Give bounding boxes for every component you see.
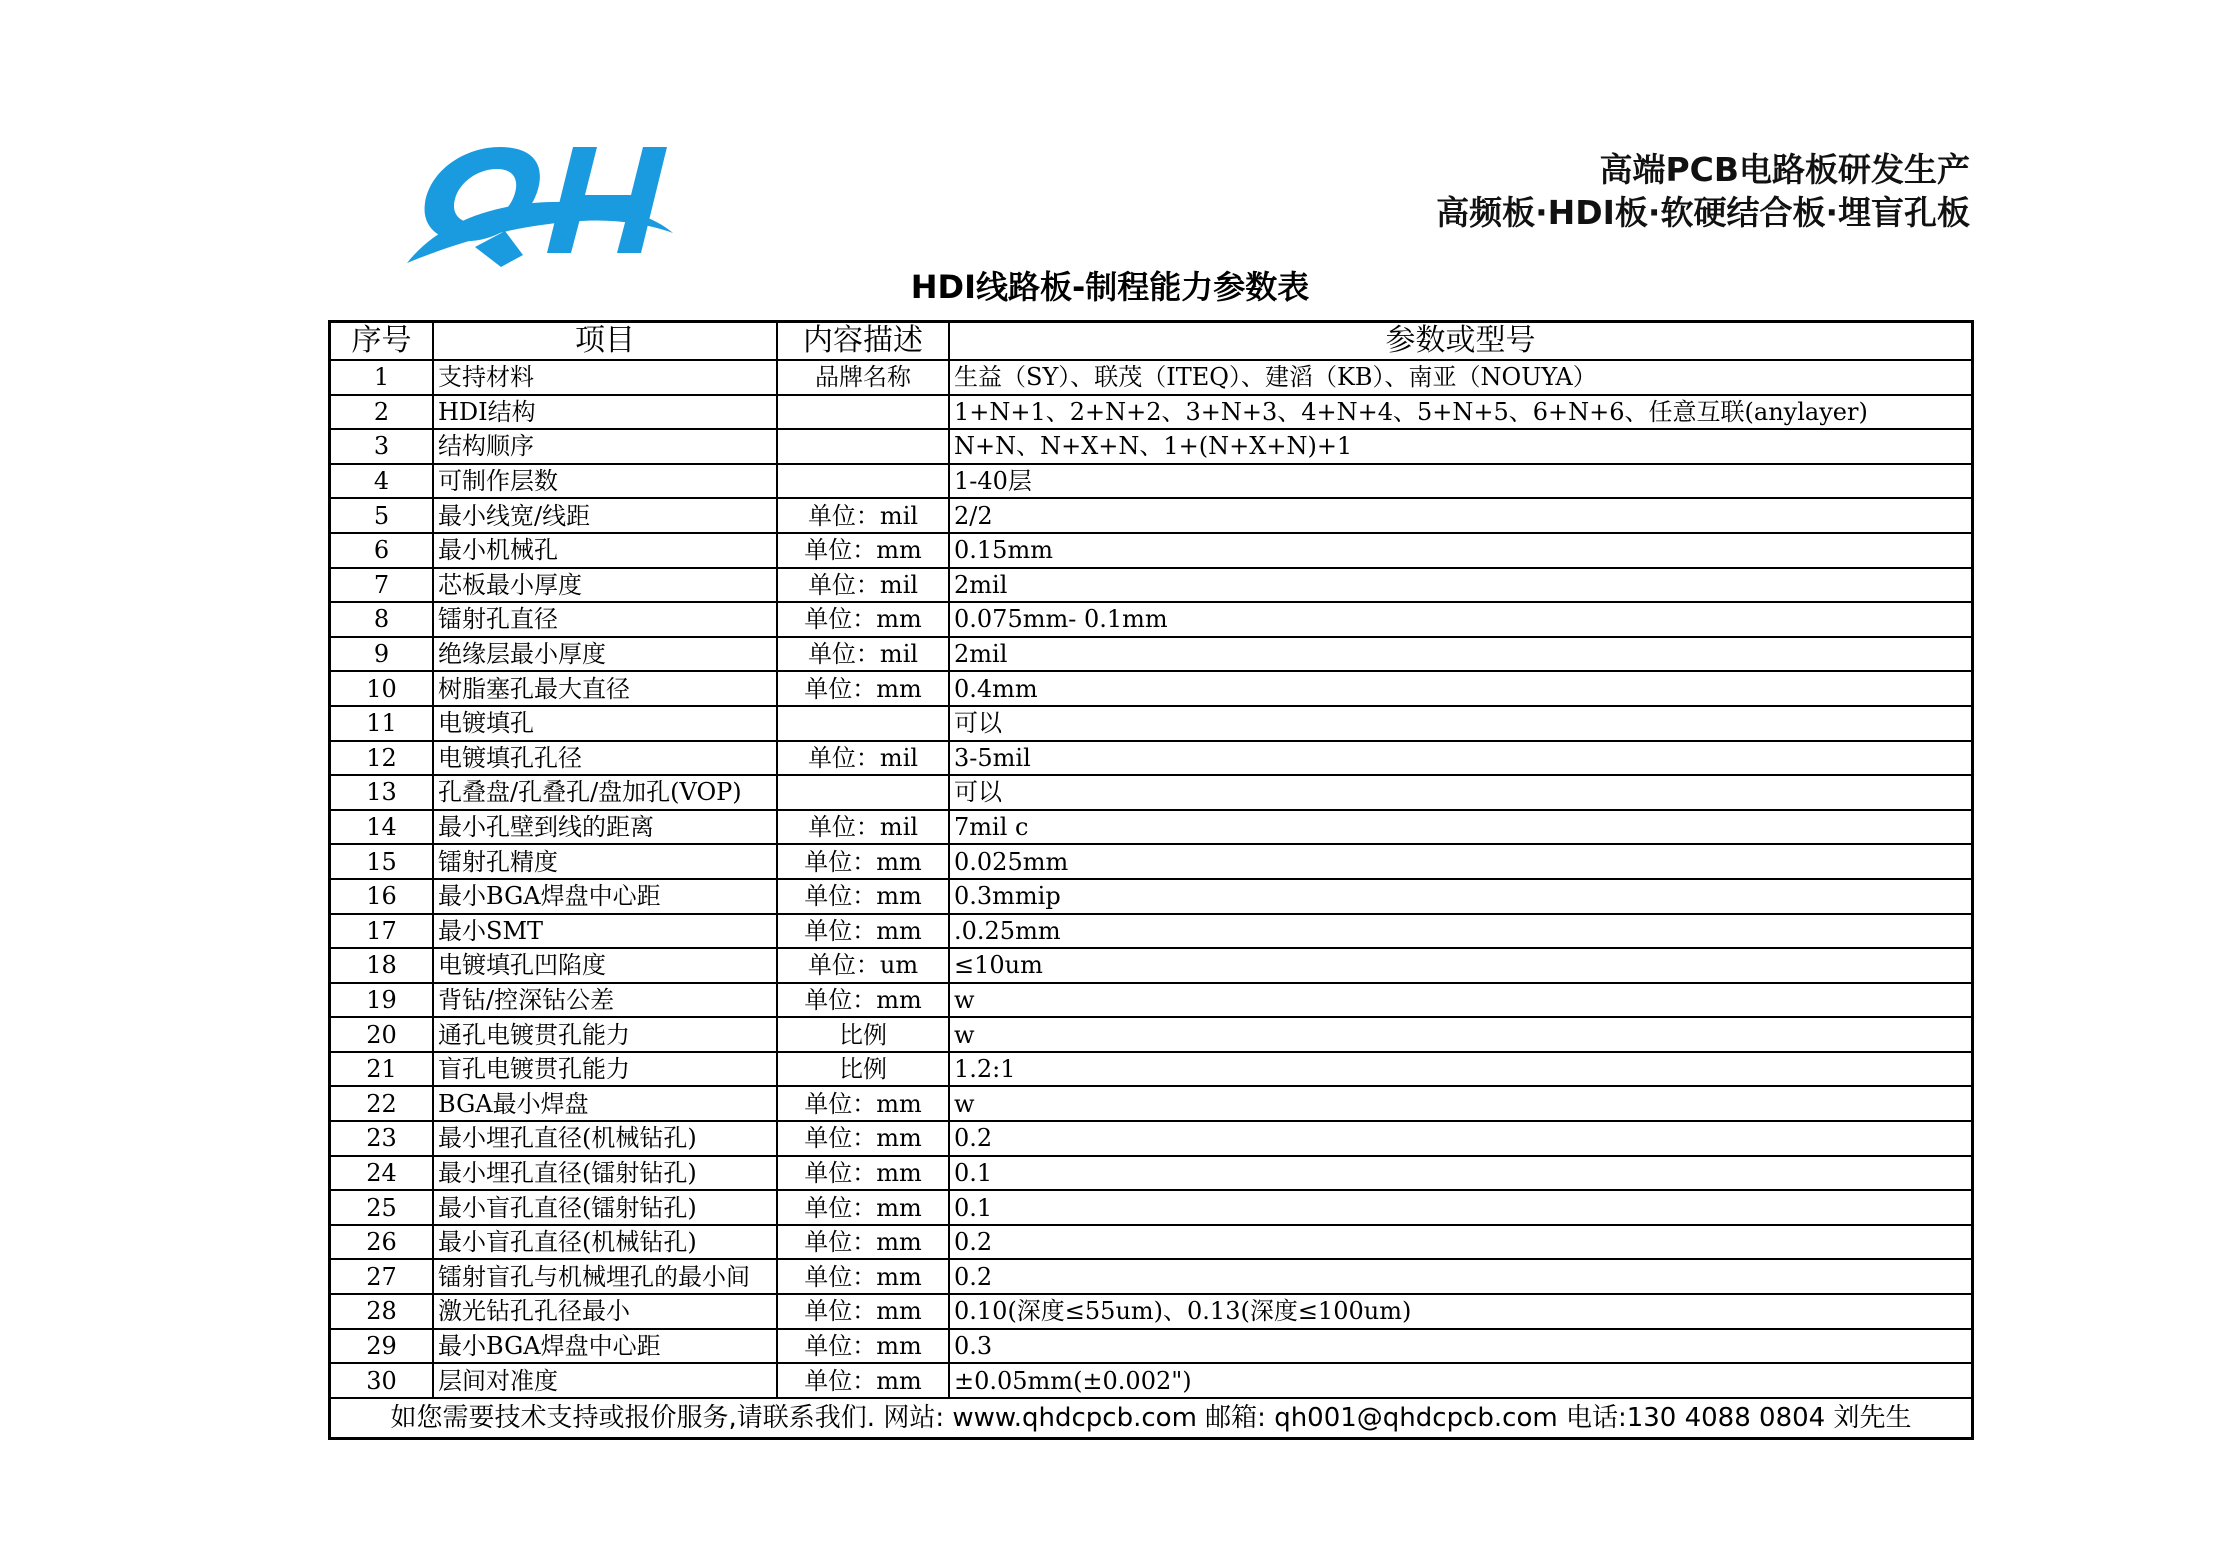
row-item: 最小孔壁到线的距离 — [433, 810, 777, 845]
row-item: 芯板最小厚度 — [433, 568, 777, 603]
row-desc: 单位：mm — [777, 1329, 949, 1364]
row-desc: 单位：mm — [777, 879, 949, 914]
row-item: 孔叠盘/孔叠孔/盘加孔(VOP) — [433, 775, 777, 810]
row-desc: 单位：mm — [777, 844, 949, 879]
row-desc: 单位：mm — [777, 1225, 949, 1260]
row-value: 可以 — [949, 775, 1973, 810]
row-desc: 单位：mm — [777, 602, 949, 637]
row-number: 29 — [330, 1329, 434, 1364]
row-desc — [777, 706, 949, 741]
row-number: 11 — [330, 706, 434, 741]
row-item: 通孔电镀贯孔能力 — [433, 1017, 777, 1052]
row-value: N+N、N+X+N、1+(N+X+N)+1 — [949, 429, 1973, 464]
row-number: 24 — [330, 1156, 434, 1191]
table-row — [330, 1190, 1973, 1225]
row-value: 0.2 — [949, 1225, 1973, 1260]
row-number: 21 — [330, 1052, 434, 1087]
table-row — [330, 498, 1973, 533]
table-row — [330, 948, 1973, 983]
row-item: 最小BGA焊盘中心距 — [433, 1329, 777, 1364]
table-row — [330, 1294, 1973, 1329]
row-number: 28 — [330, 1294, 434, 1329]
row-desc: 单位：mil — [777, 568, 949, 603]
table-row — [330, 879, 1973, 914]
tagline-line1: 高端PCB电路板研发生产 — [1599, 150, 1970, 189]
row-number: 27 — [330, 1259, 434, 1294]
table-row — [330, 360, 1973, 395]
row-desc: 单位：mm — [777, 533, 949, 568]
table-row — [330, 914, 1973, 949]
table-row — [330, 706, 1973, 741]
table-row — [330, 1121, 1973, 1156]
row-item: HDI结构 — [433, 395, 777, 430]
row-value: 1.2:1 — [949, 1052, 1973, 1087]
qh-logo-icon — [405, 135, 685, 275]
row-number: 2 — [330, 395, 434, 430]
row-item: 支持材料 — [433, 360, 777, 395]
row-number: 10 — [330, 671, 434, 706]
row-number: 14 — [330, 810, 434, 845]
table-row — [330, 1225, 1973, 1260]
row-desc: 单位：mm — [777, 1121, 949, 1156]
row-number: 16 — [330, 879, 434, 914]
table-row — [330, 637, 1973, 672]
row-desc: 单位：mil — [777, 498, 949, 533]
row-item: 盲孔电镀贯孔能力 — [433, 1052, 777, 1087]
row-desc: 比例 — [777, 1017, 949, 1052]
row-desc: 单位：mil — [777, 637, 949, 672]
table-row — [330, 983, 1973, 1018]
row-item: 层间对准度 — [433, 1363, 777, 1398]
row-item: 最小SMT — [433, 914, 777, 949]
row-value: ≤10um — [949, 948, 1973, 983]
row-item: 最小机械孔 — [433, 533, 777, 568]
table-row — [330, 602, 1973, 637]
row-item: 电镀填孔凹陷度 — [433, 948, 777, 983]
row-number: 19 — [330, 983, 434, 1018]
table-row — [330, 844, 1973, 879]
header-item: 项目 — [433, 322, 777, 361]
row-value: ±0.05mm(±0.002") — [949, 1363, 1973, 1398]
row-value: 生益（SY）、联茂（ITEQ）、建滔（KB）、南亚（NOUYA） — [949, 360, 1973, 395]
parameter-table-container — [328, 320, 1974, 1440]
row-item: 最小埋孔直径(镭射钻孔) — [433, 1156, 777, 1191]
row-item: 镭射盲孔与机械埋孔的最小间 — [433, 1259, 777, 1294]
row-value: 0.10(深度≤55um)、0.13(深度≤100um) — [949, 1294, 1973, 1329]
row-number: 1 — [330, 360, 434, 395]
row-desc: 单位：mm — [777, 1294, 949, 1329]
row-number: 7 — [330, 568, 434, 603]
row-desc — [777, 395, 949, 430]
row-value: w — [949, 983, 1973, 1018]
row-number: 22 — [330, 1086, 434, 1121]
contact-info: 如您需要技术支持或报价服务,请联系我们. 网站: www.qhdcpcb.com 邮箱: qh001@qhdcpcb.com 电话:130 4088 0804 刘先生 — [330, 1398, 1973, 1439]
row-value: 7mil c — [949, 810, 1973, 845]
parameter-table — [328, 320, 1974, 1440]
row-item: 树脂塞孔最大直径 — [433, 671, 777, 706]
row-value: 0.3 — [949, 1329, 1973, 1364]
row-number: 6 — [330, 533, 434, 568]
row-item: 最小盲孔直径(镭射钻孔) — [433, 1190, 777, 1225]
table-row — [330, 741, 1973, 776]
row-number: 8 — [330, 602, 434, 637]
row-value: 1+N+1、2+N+2、3+N+3、4+N+4、5+N+5、6+N+6、任意互联(anylayer) — [949, 395, 1973, 430]
table-row — [330, 671, 1973, 706]
table-row — [330, 1329, 1973, 1364]
row-value: 0.2 — [949, 1259, 1973, 1294]
row-desc: 单位：mil — [777, 810, 949, 845]
row-value: 可以 — [949, 706, 1973, 741]
row-item: 可制作层数 — [433, 464, 777, 499]
table-row — [330, 395, 1973, 430]
row-item: 最小线宽/线距 — [433, 498, 777, 533]
row-number: 23 — [330, 1121, 434, 1156]
row-value: 2/2 — [949, 498, 1973, 533]
row-item: 结构顺序 — [433, 429, 777, 464]
table-row — [330, 533, 1973, 568]
row-value: w — [949, 1017, 1973, 1052]
row-value: .0.25mm — [949, 914, 1973, 949]
row-item: 最小BGA焊盘中心距 — [433, 879, 777, 914]
row-value: 0.1 — [949, 1190, 1973, 1225]
row-item: 电镀填孔孔径 — [433, 741, 777, 776]
row-desc: 单位：um — [777, 948, 949, 983]
table-row — [330, 568, 1973, 603]
row-number: 3 — [330, 429, 434, 464]
table-row — [330, 775, 1973, 810]
company-tagline — [1436, 148, 1970, 234]
row-value: 0.075mm- 0.1mm — [949, 602, 1973, 637]
header-value: 参数或型号 — [949, 322, 1973, 361]
row-desc: 单位：mil — [777, 741, 949, 776]
row-item: 激光钻孔孔径最小 — [433, 1294, 777, 1329]
row-item: 最小盲孔直径(机械钻孔) — [433, 1225, 777, 1260]
footer-row — [330, 1398, 1973, 1439]
row-desc: 单位：mm — [777, 1259, 949, 1294]
row-desc: 单位：mm — [777, 1190, 949, 1225]
table-row — [330, 810, 1973, 845]
table-row — [330, 1259, 1973, 1294]
header-no: 序号 — [330, 322, 434, 361]
document-title: HDI线路板-制程能力参数表 — [910, 268, 1310, 306]
row-desc: 单位：mm — [777, 914, 949, 949]
row-desc: 比例 — [777, 1052, 949, 1087]
row-value: 3-5mil — [949, 741, 1973, 776]
row-number: 25 — [330, 1190, 434, 1225]
row-number: 4 — [330, 464, 434, 499]
row-value: 2mil — [949, 637, 1973, 672]
row-desc: 品牌名称 — [777, 360, 949, 395]
table-row — [330, 429, 1973, 464]
row-desc: 单位：mm — [777, 1086, 949, 1121]
row-item: 最小埋孔直径(机械钻孔) — [433, 1121, 777, 1156]
row-desc: 单位：mm — [777, 1363, 949, 1398]
row-number: 5 — [330, 498, 434, 533]
row-number: 30 — [330, 1363, 434, 1398]
row-item: 镭射孔直径 — [433, 602, 777, 637]
row-item: 镭射孔精度 — [433, 844, 777, 879]
row-number: 15 — [330, 844, 434, 879]
tagline-line2: 高频板·HDI板·软硬结合板·埋盲孔板 — [1436, 193, 1970, 232]
row-value: 0.15mm — [949, 533, 1973, 568]
row-item: BGA最小焊盘 — [433, 1086, 777, 1121]
row-value: 0.3mmip — [949, 879, 1973, 914]
row-desc — [777, 429, 949, 464]
row-item: 绝缘层最小厚度 — [433, 637, 777, 672]
row-value: 0.4mm — [949, 671, 1973, 706]
header-desc: 内容描述 — [777, 322, 949, 361]
row-desc: 单位：mm — [777, 1156, 949, 1191]
row-value: 1-40层 — [949, 464, 1973, 499]
row-value: 0.2 — [949, 1121, 1973, 1156]
table-header-row — [330, 322, 1973, 361]
row-value: w — [949, 1086, 1973, 1121]
row-desc — [777, 464, 949, 499]
row-value: 2mil — [949, 568, 1973, 603]
row-number: 12 — [330, 741, 434, 776]
row-number: 26 — [330, 1225, 434, 1260]
table-row — [330, 1086, 1973, 1121]
row-item: 电镀填孔 — [433, 706, 777, 741]
row-number: 9 — [330, 637, 434, 672]
row-number: 17 — [330, 914, 434, 949]
row-desc: 单位：mm — [777, 983, 949, 1018]
row-value: 0.025mm — [949, 844, 1973, 879]
table-row — [330, 464, 1973, 499]
row-value: 0.1 — [949, 1156, 1973, 1191]
table-row — [330, 1017, 1973, 1052]
row-number: 13 — [330, 775, 434, 810]
row-number: 20 — [330, 1017, 434, 1052]
row-desc — [777, 775, 949, 810]
table-row — [330, 1363, 1973, 1398]
row-desc: 单位：mm — [777, 671, 949, 706]
row-item: 背钻/控深钻公差 — [433, 983, 777, 1018]
table-row — [330, 1052, 1973, 1087]
table-row — [330, 1156, 1973, 1191]
row-number: 18 — [330, 948, 434, 983]
